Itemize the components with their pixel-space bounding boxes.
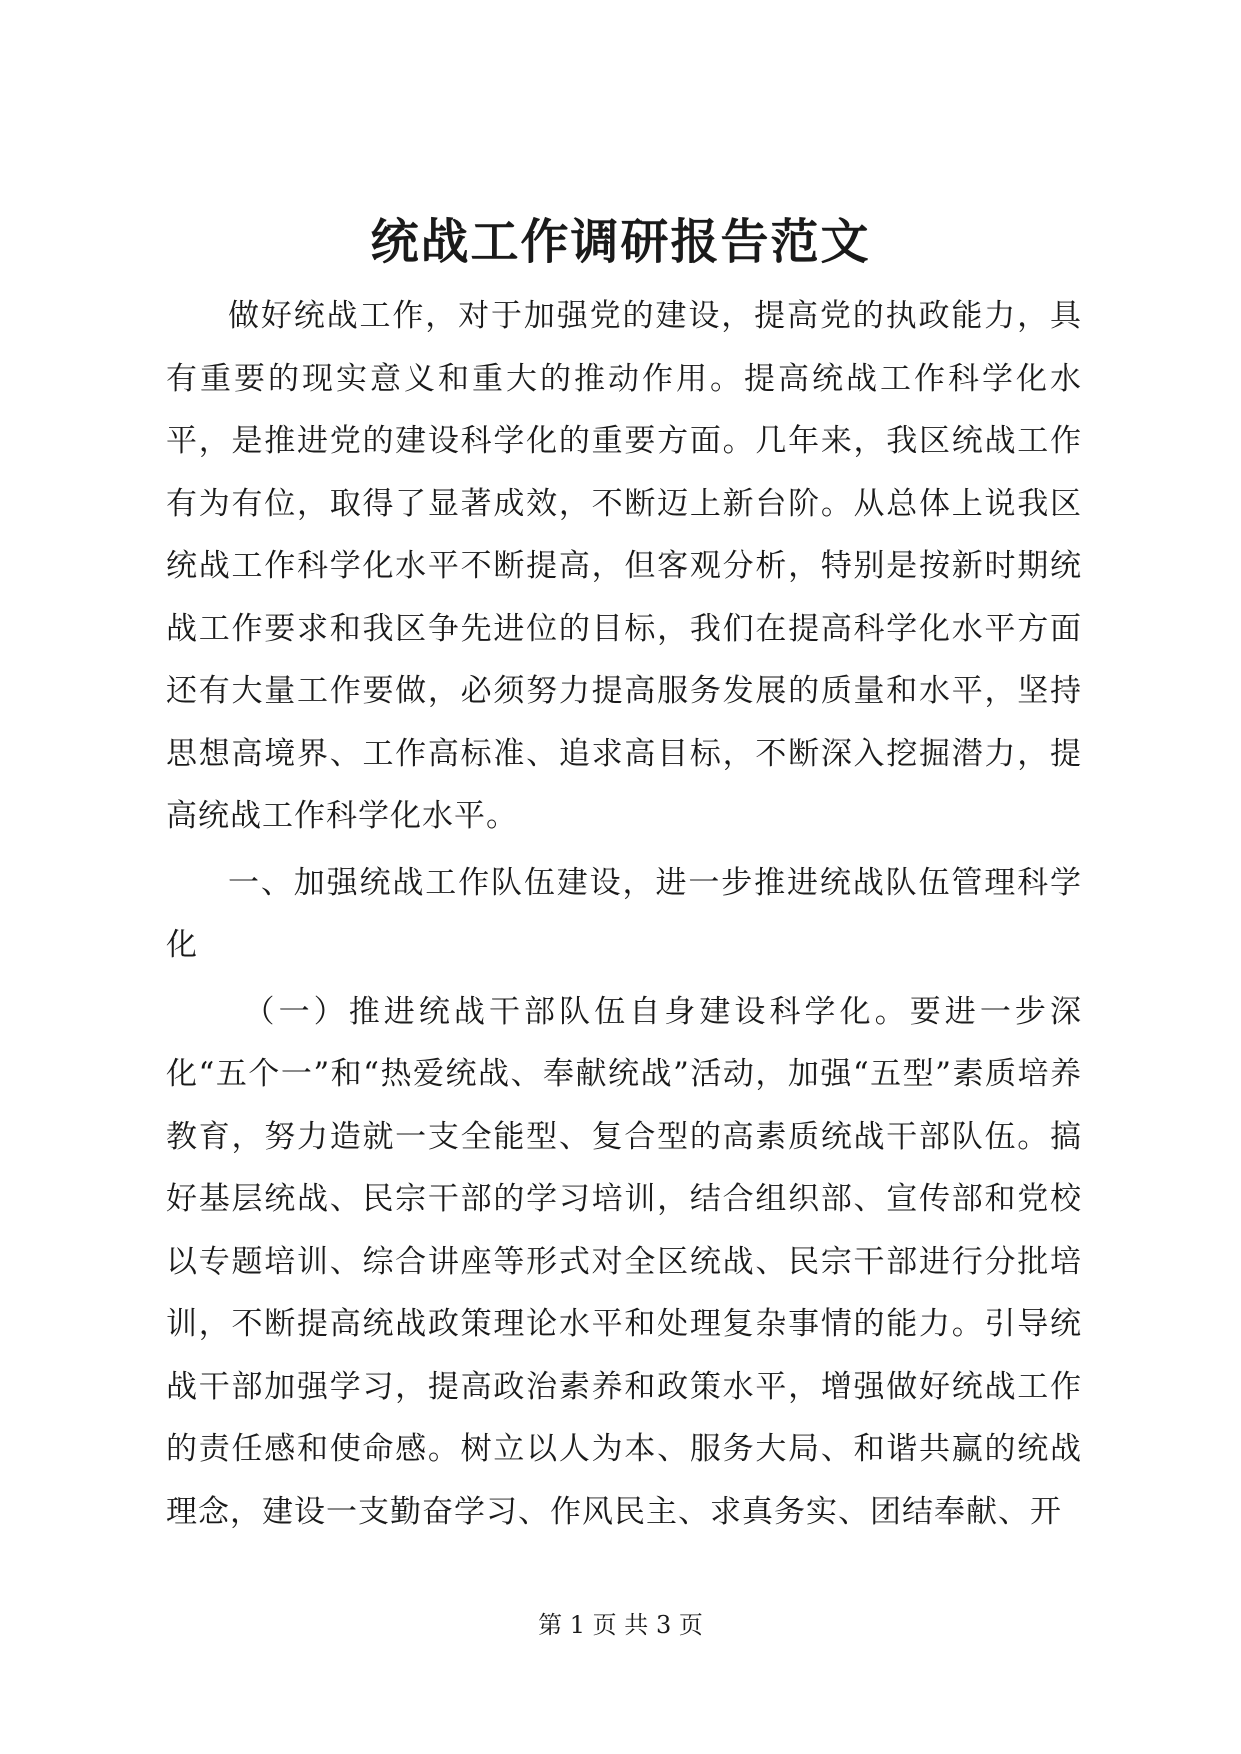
section-heading-1: 一、加强统战工作队伍建设，进一步推进统战队伍管理科学化 — [166, 864, 1082, 963]
document-body — [166, 285, 1082, 1543]
page-footer: 第 1 页 共 3 页 — [538, 1611, 703, 1639]
document-title: 统战工作调研报告范文 — [370, 214, 871, 270]
subsection-paragraph-1: （一）推进统战干部队伍自身建设科学化。要进一步深化“五个一”和“热爱统战、奉献统战”活动，加强“五型”素质培养教育，努力造就一支全能型、复合型的高素质统战干部队伍。搞好基层统战、民宗干部的学习培训，结合组织部、宣传部和党校以专题培训、综合讲座等形式对全区统战、民宗干部进行分批培训，不断提高统战政策理论水平和处理复杂事情的能力。引导统战干部加强学习，提高政治素养和政策水平，增强做好统战工作的责任感和使命感。树立以人为本、服务大局、和谐共赢的统战理念，建设一支勤奋学习、作风民主、求真务实、团结奉献、开 — [166, 993, 1082, 1530]
intro-paragraph: 做好统战工作，对于加强党的建设，提高党的执政能力，具有重要的现实意义和重大的推动作用。提高统战工作科学化水平，是推进党的建设科学化的重要方面。几年来，我区统战工作有为有位，取得了显著成效，不断迈上新台阶。从总体上说我区统战工作科学化水平不断提高，但客观分析，特别是按新时期统战工作要求和我区争先进位的目标，我们在提高科学化水平方面还有大量工作要做，必须努力提高服务发展的质量和水平，坚持思想高境界、工作高标准、追求高目标，不断深入挖掘潜力，提高统战工作科学化水平。 — [166, 298, 1082, 834]
